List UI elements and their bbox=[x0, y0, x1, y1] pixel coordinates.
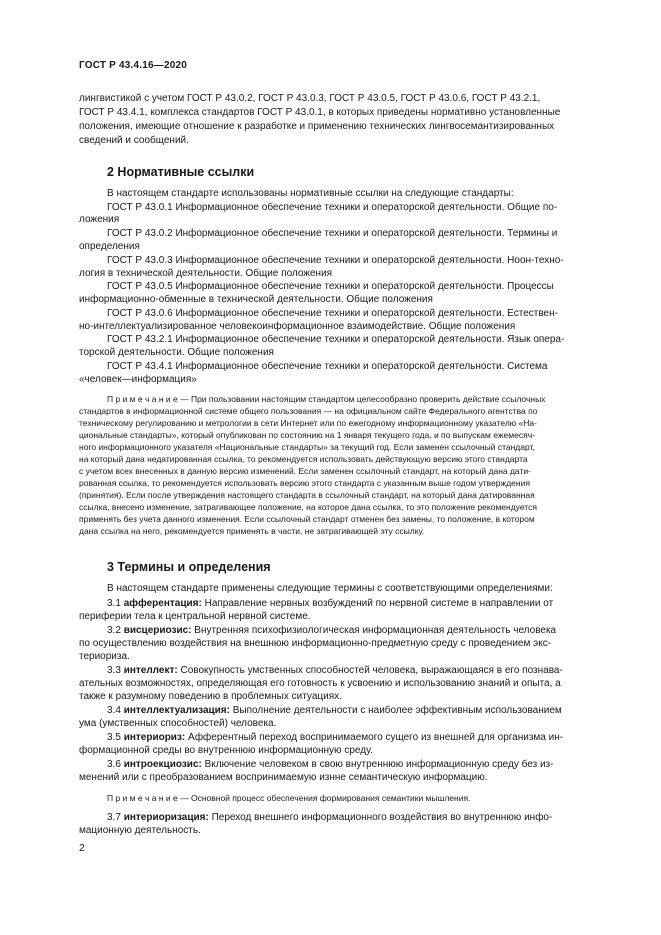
term-definition: Переход внешнего информационного воздействия во внутреннюю инфо- bbox=[211, 812, 553, 823]
section-2-note-line: циональные стандарты», который опубликован по состоянию на 1 января текущего года, и по выпускам ежемесяч- bbox=[79, 430, 535, 440]
term-3-7 bbox=[107, 812, 552, 824]
section-2-line: ГОСТ Р 43.0.3 Информационное обеспечение техники и операторской деятельности. Ноон-техно- bbox=[107, 255, 564, 266]
term-definition: Включение человеком в свою внутреннюю информационную среду без из- bbox=[204, 759, 554, 770]
section-2-line: торской деятельности. Общие положения bbox=[79, 347, 274, 358]
section-2-line: определения bbox=[79, 241, 140, 252]
term-definition: Афферентный переход воспринимаемого сущего из внешней для организма ин- bbox=[188, 732, 564, 743]
section-2-note-line: ссылка, внесено изменение, затрагивающее положение, на которое дана ссылка, то это положение рекомендуется bbox=[79, 502, 537, 512]
term-continuation: периферии тела к центральной нервной системе. bbox=[79, 611, 311, 622]
section-2-line: ГОСТ Р 43.4.1 Информационное обеспечение техники и операторской деятельности. Система bbox=[107, 361, 548, 372]
term-3-2 bbox=[107, 625, 556, 637]
section-2-line: но-интеллектуализированное человекоинформационное взаимодействие. Общие положения bbox=[79, 321, 516, 332]
page-number: 2 bbox=[79, 842, 85, 854]
section-2-line: «человек—информация» bbox=[79, 374, 197, 385]
section-2-note-line: дана ссылка на него, рекомендуется применять в части, не затрагивающей эту ссылку. bbox=[79, 526, 425, 536]
term-definition: Направление нервных возбуждений по нервной системе в направлении от bbox=[204, 598, 554, 609]
term-number: 3.3 bbox=[107, 665, 121, 676]
term-number: 3.2 bbox=[107, 625, 121, 636]
term-number: 3.6 bbox=[107, 759, 121, 770]
section-2-note-line: П р и м е ч а н и е — При пользовании настоящим стандартом целесообразно проверить действие ссылочных bbox=[107, 394, 546, 404]
section-2-note-line: применять без учета данного изменения. Если ссылочный стандарт отменен без замены, то положение, в котором bbox=[79, 514, 535, 524]
intro-line: сведений и сообщений. bbox=[79, 135, 189, 146]
term-continuation: ума (умственных способностей) человека. bbox=[79, 718, 277, 729]
term-continuation: менений или с преобразованием воспринимаемую изнне семантическую информацию. bbox=[79, 772, 488, 783]
section-2-line: логия в технической деятельности. Общие положения bbox=[79, 268, 333, 279]
section-3-note: П р и м е ч а н и е — Основной процесс обеспечения формирования семантики мышления. bbox=[107, 793, 471, 803]
section-2-line: ГОСТ Р 43.0.6 Информационное обеспечение техники и операторской деятельности. Естествен- bbox=[107, 308, 558, 319]
term-continuation: ательных возможностях, определяющая его готовность к усвоению и использованию знаний и опыта, а bbox=[79, 678, 561, 689]
term-3-4 bbox=[107, 705, 562, 717]
term-continuation: также к разумному поведению в проблемных ситуациях. bbox=[79, 691, 342, 702]
intro-line: положения, имеющие отношение к разработке и применению технических лингвосемантизированных bbox=[79, 121, 555, 132]
term-3-5 bbox=[107, 732, 563, 744]
term-continuation: мационную деятельность. bbox=[79, 825, 201, 836]
term-name: афферентация: bbox=[123, 598, 202, 609]
term-name: интериориз: bbox=[123, 732, 186, 743]
section-2-line: ГОСТ Р 43.0.1 Информационное обеспечение техники и операторской деятельности. Общие по- bbox=[107, 202, 558, 213]
section-2-line: ГОСТ Р 43.0.2 Информационное обеспечение техники и операторской деятельности. Термины и bbox=[107, 228, 558, 239]
term-name: интеллект: bbox=[123, 665, 178, 676]
term-number: 3.7 bbox=[107, 812, 121, 823]
section-2-line: ГОСТ Р 43.0.5 Информационное обеспечение техники и операторской деятельности. Процессы bbox=[107, 281, 554, 292]
section-2-note-line: техническому регулированию и метрологии в сети Интернет или по ежегодному информационному указателю «На- bbox=[79, 418, 537, 428]
section-2-note-line: стандартов в информационной системе общего пользования — на официальном сайте Федерального агентства по bbox=[79, 406, 538, 416]
term-continuation: формационной среды во внутреннюю информационную среду. bbox=[79, 745, 373, 756]
section-2-note-line: (принятия). Если после утверждения настоящего стандарта в ссылочный стандарт, на который дана датированная bbox=[79, 490, 535, 500]
term-name: висцериозис: bbox=[123, 625, 192, 636]
intro-line: ГОСТ Р 43.4.1, комплекса стандартов ГОСТ Р 43.0.1, в которых приведены нормативно установленные bbox=[79, 107, 561, 118]
term-name: интериоризация: bbox=[123, 812, 209, 823]
section-2-note-line: рованная ссылка, то рекомендуется использовать версию этого стандарта с указанным выше годом утверждения bbox=[79, 478, 530, 488]
term-definition: Внутренняя психофизиологическая информационная деятельность человека bbox=[194, 625, 557, 636]
section-2-line: ложения bbox=[79, 214, 120, 225]
term-3-6 bbox=[107, 759, 553, 771]
term-continuation: териориза. bbox=[79, 651, 130, 662]
term-definition: Совокупность умственных способностей человека, выражающаяся в его познава- bbox=[180, 665, 563, 676]
section-2-heading: 2 Нормативные ссылки bbox=[107, 165, 255, 179]
term-name: интроекциозис: bbox=[123, 759, 202, 770]
section-2-note-line: ного информационного указателя «Национальные стандарты» за текущий год. Если заменен ссылочный стандарт, bbox=[79, 442, 535, 452]
section-2-note-line: с учетом всех внесенных в данную версию изменений. Если заменен ссылочный стандарт, на который дана дати- bbox=[79, 466, 531, 476]
term-number: 3.4 bbox=[107, 705, 121, 716]
section-2-note-line: на который дана недатированная ссылка, то рекомендуется использовать действующую версию этого стандарта bbox=[79, 454, 528, 464]
intro-line: лингвистикой с учетом ГОСТ Р 43.0.2, ГОСТ Р 43.0.3, ГОСТ Р 43.0.5, ГОСТ Р 43.0.6, ГОСТ Р 43.2.1, bbox=[79, 93, 541, 104]
term-number: 3.5 bbox=[107, 732, 121, 743]
term-number: 3.1 bbox=[107, 598, 121, 609]
section-2-line: В настоящем стандарте использованы нормативные ссылки на следующие стандарты: bbox=[107, 188, 514, 199]
term-3-1 bbox=[107, 598, 553, 610]
section-3-heading: 3 Термины и определения bbox=[107, 560, 271, 574]
term-continuation: по осуществлению воздействия на внешнюю информационно-предметную среду с проведением экс- bbox=[79, 638, 552, 649]
section-2-line: информационно-обменные в технической деятельности. Общие положения bbox=[79, 294, 433, 305]
section-3-intro: В настоящем стандарте применены следующие термины с соответствующими определениями: bbox=[107, 583, 553, 594]
term-definition: Выполнение деятельности с наиболее эффективным использованием bbox=[232, 705, 562, 716]
term-3-3 bbox=[107, 665, 563, 677]
section-2-line: ГОСТ Р 43.2.1 Информационное обеспечение техники и операторской деятельности. Язык опера- bbox=[107, 334, 565, 345]
term-name: интеллектуализация: bbox=[123, 705, 230, 716]
document-code-header: ГОСТ Р 43.4.16—2020 bbox=[79, 60, 188, 71]
